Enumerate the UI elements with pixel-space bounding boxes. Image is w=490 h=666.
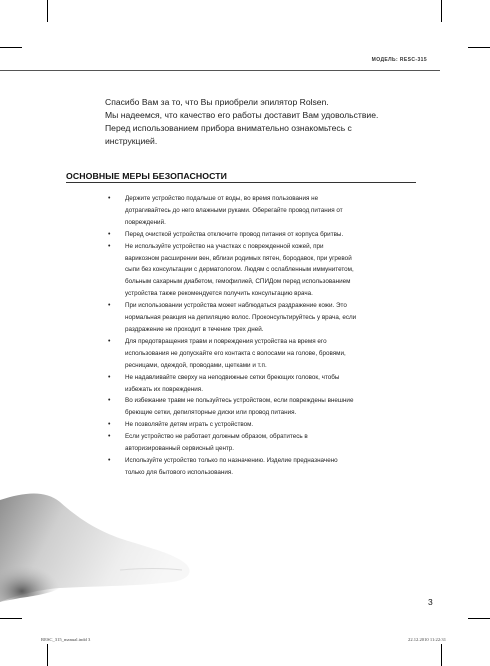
safety-rule-line: использования не допускайте его контакта с волосами на голове, бровями,	[125, 349, 346, 357]
safety-rule-line: Не позволяйте детям играть с устройством.	[125, 421, 254, 429]
bullet-marker: •	[108, 230, 111, 238]
safety-rule-line: Во избежание травм не пользуйтесь устройством, если повреждены внешние	[125, 397, 354, 405]
safety-rule-item	[104, 395, 422, 419]
safety-rule-item	[104, 372, 422, 396]
safety-rule-line: избежать их повреждения.	[125, 385, 203, 393]
bullet-marker: •	[108, 302, 111, 310]
bullet-marker: •	[108, 373, 111, 381]
safety-rules-list	[104, 193, 422, 479]
safety-rule-line: устройства также рекомендуется получить консультацию врача.	[125, 290, 313, 298]
safety-rule-item	[104, 300, 422, 336]
bullet-marker: •	[108, 337, 111, 345]
crop-mark	[0, 47, 22, 48]
header-rule	[0, 70, 440, 71]
safety-rule-line: только для бытового использования.	[125, 468, 233, 476]
intro-line: Перед использованием прибора внимательно ознакомьтесь с	[105, 123, 352, 133]
print-slug-timestamp: 22.12.2010 11:22:31	[408, 637, 446, 642]
safety-rule-line: ресницами, одеждой, проводами, щетками и т.п.	[125, 361, 267, 369]
safety-rule-line: авторизированный сервисный центр.	[125, 445, 235, 453]
safety-rule-line: При использовании устройства может наблюдаться раздражение кожи. Это	[125, 302, 347, 310]
safety-rule-line: бреющие сетки, депиляторные диски или провод питания.	[125, 409, 297, 417]
section-title: ОСНОВНЫЕ МЕРЫ БЕЗОПАСНОСТИ	[66, 171, 228, 181]
crop-mark	[441, 644, 442, 666]
foot-illustration	[0, 470, 200, 620]
safety-rule-line: нормальная реакция на депиляцию волос. Проконсультируйтесь у врача, если	[125, 314, 357, 322]
bullet-marker: •	[108, 195, 111, 202]
model-label: МОДЕЛЬ: RESC-315	[371, 57, 427, 63]
safety-rule-line: повреждений.	[125, 218, 166, 226]
safety-rule-line: сыпи без консультации с дерматологом. Людям с ослабленным иммунитетом,	[125, 266, 354, 274]
safety-rule-line: варикозном расширении вен, вблизи родимых пятен, бородавок, при угревой	[125, 254, 352, 262]
safety-rule-line: дотрагивайтесь до него влажными руками. Оберегайте провод питания от	[125, 206, 343, 214]
bullet-marker: •	[108, 456, 111, 464]
safety-rule-line: Для предотвращения травм и повреждения устройства на время его	[125, 337, 327, 345]
section-rule	[66, 182, 416, 183]
page-number: 3	[428, 597, 433, 607]
safety-rule-item	[104, 431, 422, 455]
intro-line: Мы надеемся, что качество его работы доставит Вам удовольствие.	[105, 110, 379, 120]
intro-text	[105, 96, 445, 148]
safety-rule-line: Перед очисткой устройства отключите провод питания от корпуса бритвы.	[125, 230, 344, 238]
bullet-marker: •	[108, 397, 111, 405]
bullet-marker: •	[108, 242, 111, 250]
safety-rule-item	[104, 419, 422, 431]
crop-mark	[47, 0, 48, 22]
print-slug-file: RESC_315_manual.indd 3	[41, 637, 91, 642]
crop-mark	[468, 47, 490, 48]
safety-rule-line: Если устройство не работает должным образом, обратитесь в	[125, 433, 308, 441]
safety-rule-item	[104, 336, 422, 372]
crop-mark	[441, 0, 442, 22]
crop-mark	[47, 644, 48, 666]
safety-rule-item	[104, 193, 422, 229]
safety-rule-line: Не используйте устройство на участках с поврежденной кожей, при	[125, 242, 324, 250]
intro-line: инструкцией.	[105, 136, 158, 146]
bullet-marker: •	[108, 421, 111, 429]
safety-rule-item	[104, 241, 422, 301]
safety-rule-line: Используйте устройство только по назначению. Изделие предназначено	[125, 456, 338, 464]
safety-rule-line: Не надавливайте сверху на неподвижные сетки бреющих головок, чтобы	[125, 373, 340, 381]
safety-rule-line: раздражение не проходит в течение трех дней.	[125, 325, 264, 333]
bullet-marker: •	[108, 433, 111, 441]
safety-rule-item	[104, 229, 422, 241]
safety-rule-line: больным сахарным диабетом, гемофилией, СПИДом перед использованием	[125, 278, 351, 286]
intro-line: Спасибо Вам за то, что Вы приобрели эпилятор Rolsen.	[105, 97, 329, 107]
crop-mark	[468, 618, 490, 619]
safety-rule-line: Держите устройство подальше от воды, во время пользования не	[125, 195, 319, 202]
